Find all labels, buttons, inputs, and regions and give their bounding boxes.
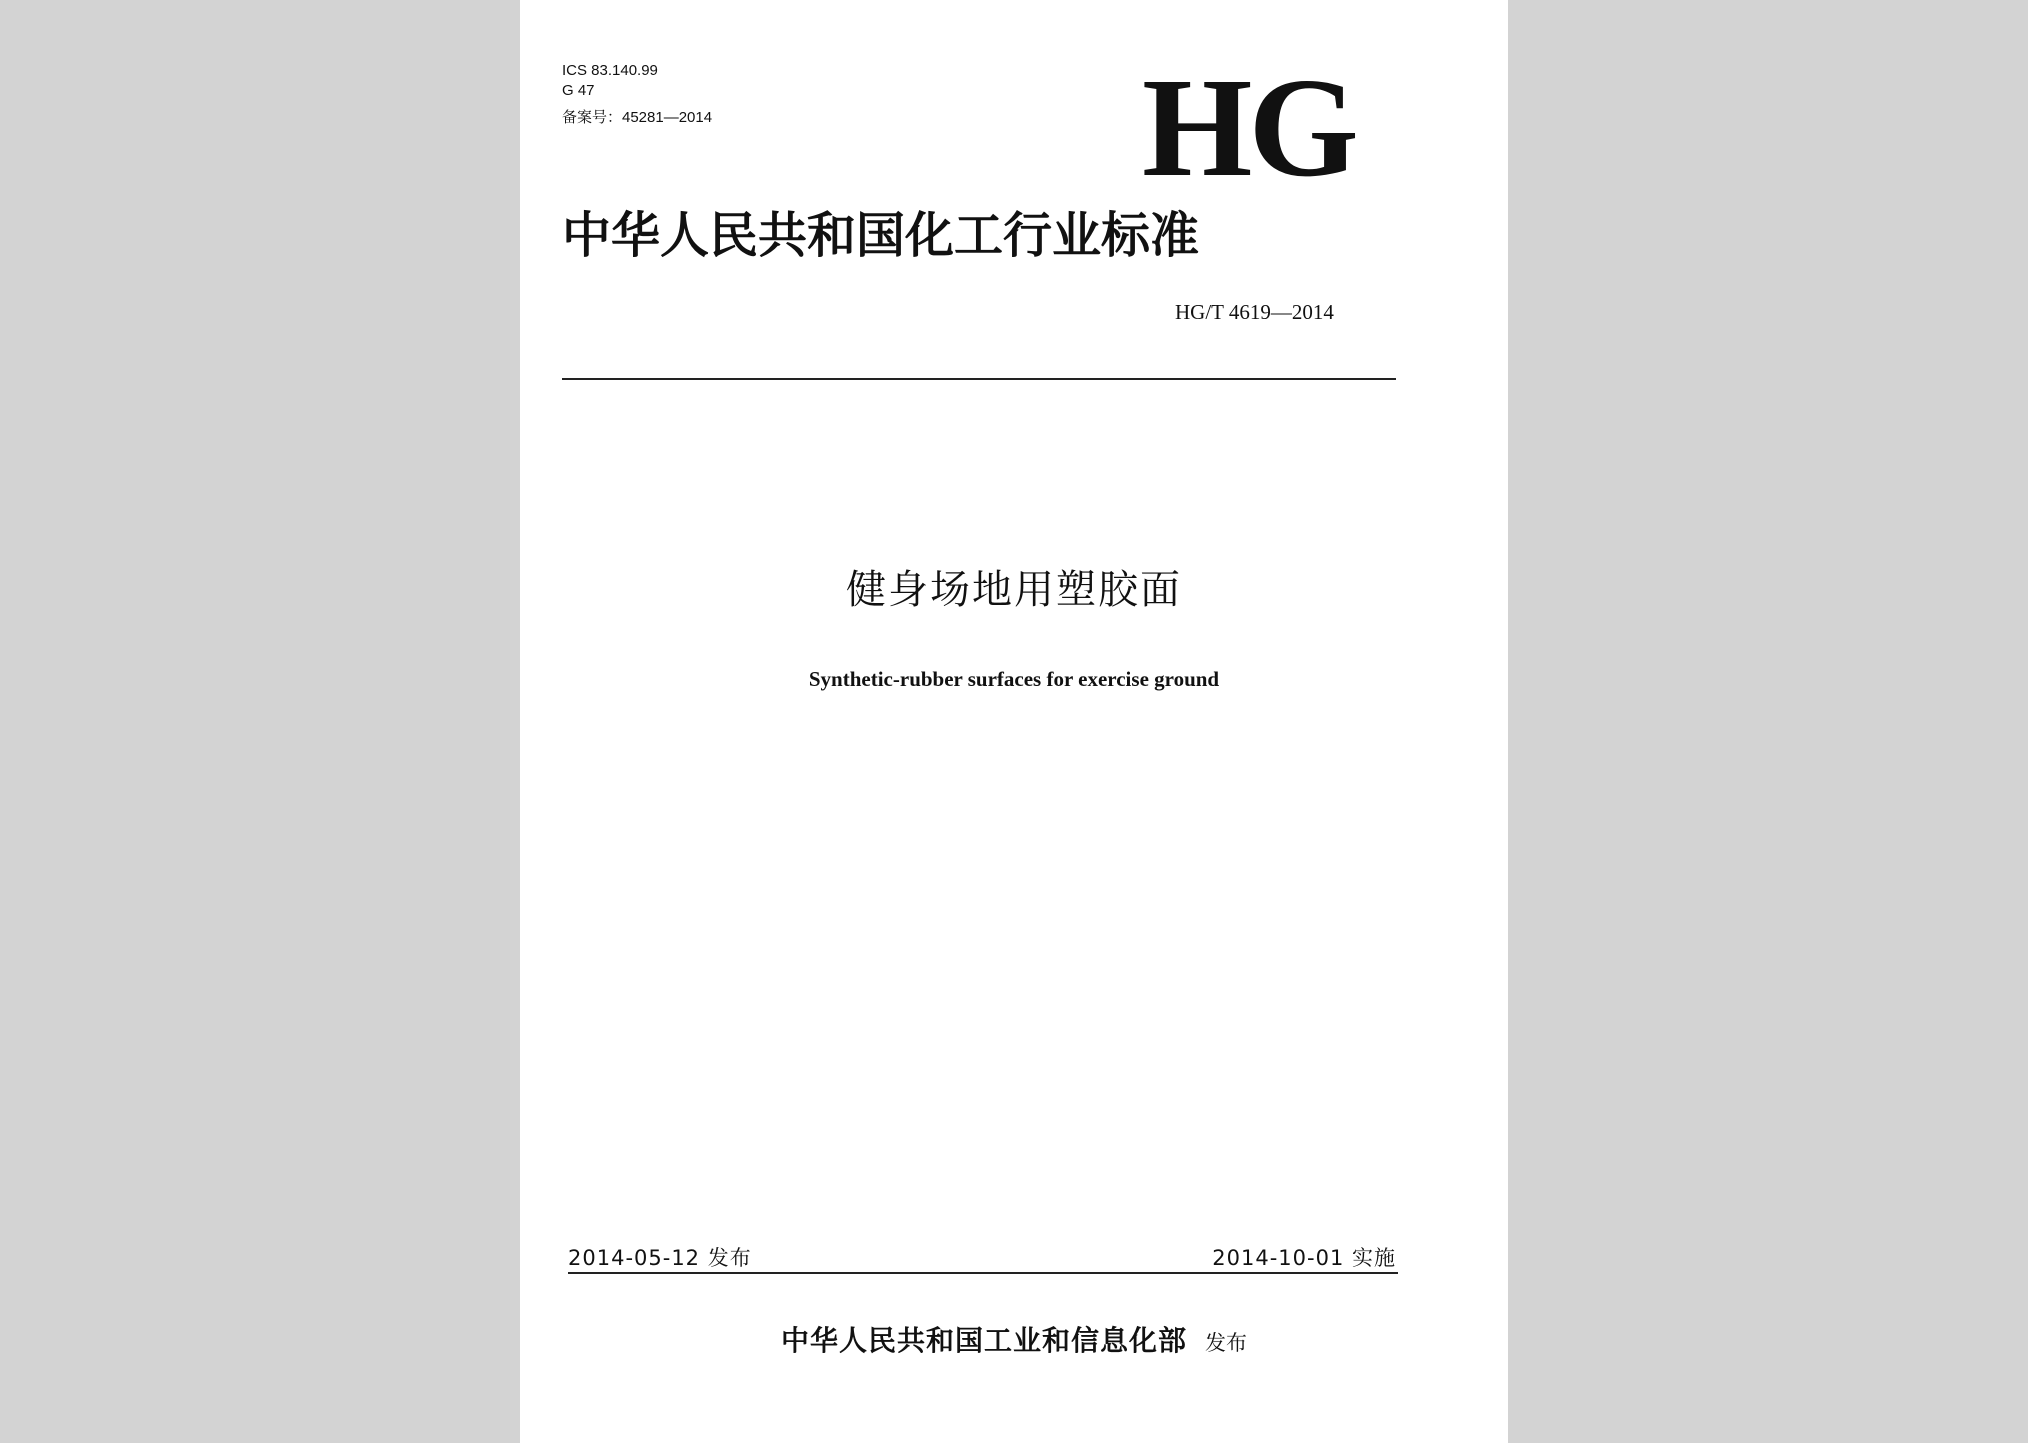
- document-title-cn: 健身场地用塑胶面: [846, 567, 1182, 613]
- document-title-en: Synthetic-rubber surfaces for exercise ground: [808, 667, 1220, 691]
- classification-code: G 47: [562, 82, 595, 99]
- record-number: 备案号：45281—2014: [562, 109, 713, 126]
- document-page: [520, 0, 1508, 1443]
- standard-number: HG/T 4619—2014: [1175, 300, 1334, 324]
- publisher-action: 发布: [1205, 1331, 1247, 1355]
- publisher-line: [520, 1319, 1508, 1359]
- top-divider: [562, 378, 1396, 380]
- implementation-date: 2014-10-01 实施: [1212, 1246, 1396, 1270]
- standard-category: 中华人民共和国化工行业标准: [562, 207, 1200, 264]
- hg-logo: HG: [1142, 48, 1355, 206]
- ics-code: ICS 83.140.99: [562, 62, 658, 79]
- issue-date: 2014-05-12 发布: [568, 1246, 752, 1270]
- publisher-name: 中华人民共和国工业和信息化部: [780, 1324, 1187, 1357]
- bottom-divider: [568, 1272, 1398, 1274]
